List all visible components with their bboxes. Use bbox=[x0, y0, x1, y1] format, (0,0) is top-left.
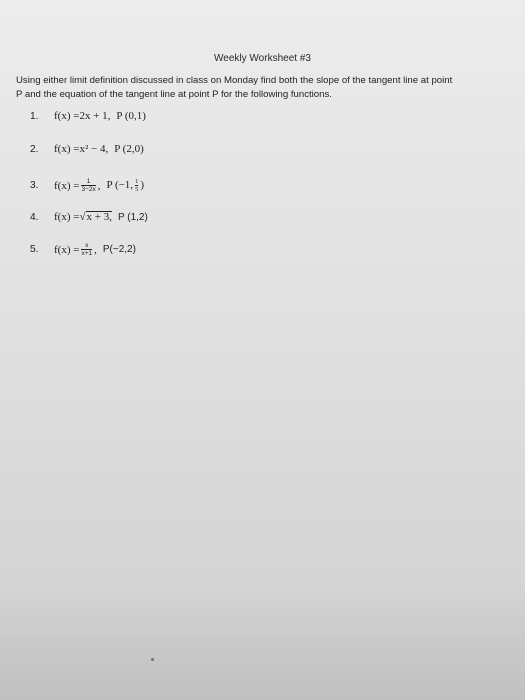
instructions-line-2: P and the equation of the tangent line at point P for the following functions. bbox=[16, 89, 332, 100]
point-close: ) bbox=[140, 179, 144, 192]
point-open: P (−1, bbox=[106, 179, 134, 192]
function-radicand: x + 3, bbox=[86, 211, 112, 223]
tangent-point: P (0,1) bbox=[116, 110, 146, 122]
square-root-icon: √ bbox=[79, 211, 86, 223]
tangent-point: P(−2,2) bbox=[102, 244, 136, 255]
function-fraction bbox=[81, 178, 95, 193]
problem-3 bbox=[30, 178, 144, 193]
problem-1 bbox=[30, 110, 146, 122]
function-expression: x² − 4, bbox=[79, 143, 109, 155]
problem-5 bbox=[30, 242, 136, 257]
tangent-point bbox=[106, 178, 144, 193]
fraction-numerator: 1 bbox=[86, 178, 91, 185]
problem-2 bbox=[30, 143, 144, 155]
point-numerator: 1 bbox=[135, 178, 139, 185]
instructions-line-1: Using either limit definition discussed in class on Monday find both the slope of the tangent line at point bbox=[16, 75, 453, 86]
photo-shadow bbox=[0, 580, 525, 700]
function-lhs: f(x) = bbox=[54, 243, 80, 256]
problem-number: 1. bbox=[30, 110, 39, 122]
tangent-point: P (1,2) bbox=[117, 211, 148, 223]
point-denominator: 5 bbox=[135, 186, 139, 193]
fraction-denominator: x+1 bbox=[81, 250, 93, 257]
fraction-denominator: 3−2x bbox=[81, 186, 96, 193]
function-separator: , bbox=[94, 243, 97, 256]
problem-number: 5. bbox=[30, 244, 39, 255]
function-separator: , bbox=[97, 179, 101, 192]
tangent-point: P (2,0) bbox=[114, 143, 144, 155]
function-lhs: f(x) = bbox=[54, 179, 80, 192]
fraction-numerator: x bbox=[85, 242, 89, 249]
function-expression: 2x + 1, bbox=[79, 110, 111, 122]
function-lhs: f(x) = bbox=[54, 211, 80, 223]
worksheet-title: Weekly Worksheet #3 bbox=[214, 53, 311, 64]
problem-4 bbox=[30, 211, 148, 223]
function-fraction bbox=[81, 242, 92, 257]
problem-number: 3. bbox=[30, 180, 39, 191]
instructions bbox=[16, 74, 506, 102]
function-lhs: f(x) = bbox=[54, 110, 80, 122]
problem-number: 4. bbox=[30, 211, 39, 223]
paper-speck bbox=[151, 658, 154, 661]
function-lhs: f(x) = bbox=[54, 143, 80, 155]
point-fraction bbox=[135, 178, 138, 193]
problem-number: 2. bbox=[30, 143, 39, 155]
